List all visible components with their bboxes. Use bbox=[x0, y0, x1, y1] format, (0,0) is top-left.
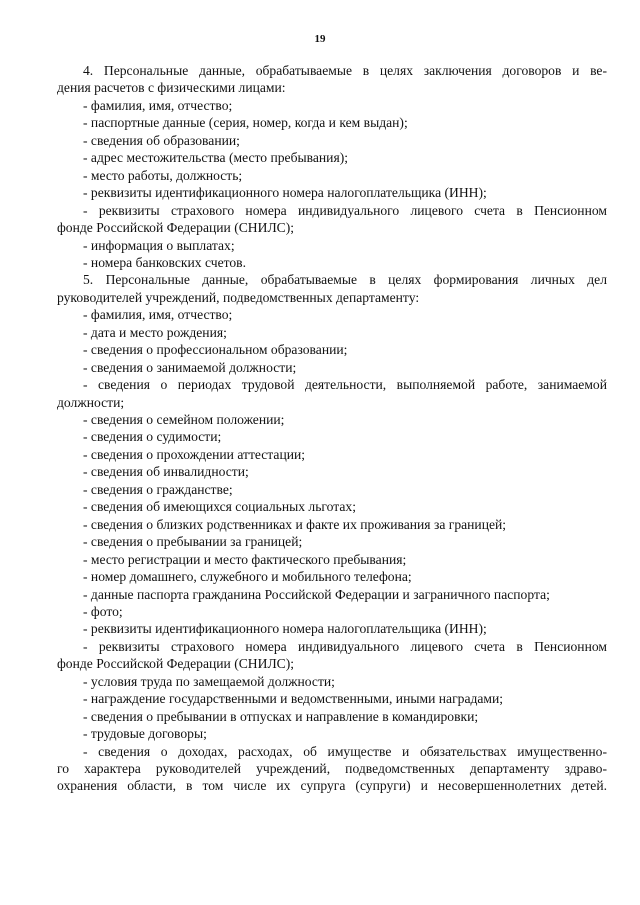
text-line: - дата и место рождения; bbox=[83, 324, 227, 340]
text-line: - сведения о профессиональном образовании; bbox=[83, 342, 348, 358]
text-line: - сведения об образовании; bbox=[83, 132, 240, 148]
text-line: - номер домашнего, служебного и мобильного телефона; bbox=[83, 569, 412, 585]
text-line: - сведения об имеющихся социальных льготах; bbox=[83, 499, 356, 515]
text-line: - сведения о семейном положении; bbox=[83, 412, 285, 427]
text-line: фонде Российской Федерации (СНИЛС); bbox=[57, 220, 295, 236]
text-line: - сведения о пребывании за границей; bbox=[83, 534, 303, 550]
text-line: 4. Персональные данные, обрабатываемые в целях заключения договоров и ве- bbox=[83, 63, 607, 78]
text-line: - сведения об инвалидности; bbox=[83, 464, 249, 480]
text-line: дения расчетов с физическими лицами: bbox=[57, 80, 286, 96]
text-line: фонде Российской Федерации (СНИЛС); bbox=[57, 656, 295, 672]
text-line: - сведения о гражданстве; bbox=[83, 481, 233, 497]
text-line: - реквизиты идентификационного номера налогоплательщика (ИНН); bbox=[83, 185, 487, 201]
text-line: 5. Персональные данные, обрабатываемые в целях формирования личных дел bbox=[83, 272, 607, 288]
text-line: - условия труда по замещаемой должности; bbox=[83, 673, 335, 689]
text-line: - реквизиты страхового номера индивидуального лицевого счета в Пенсионном bbox=[83, 202, 607, 218]
page-number: 19 bbox=[314, 33, 326, 45]
text-line: охранения области, в том числе их супруга (супруги) и несовершеннолетних детей. bbox=[57, 778, 607, 794]
text-line: - данные паспорта гражданина Российской Федерации и заграничного паспорта; bbox=[83, 586, 550, 602]
text-line: должности; bbox=[57, 394, 125, 410]
text-line: - информация о выплатах; bbox=[83, 237, 235, 253]
text-line: - реквизиты идентификационного номера налогоплательщика (ИНН); bbox=[83, 621, 487, 637]
text-line: руководителей учреждений, подведомственных департаменту: bbox=[57, 289, 420, 305]
text-line: - сведения о доходах, расходах, об имуществе и обязательствах имущественно- bbox=[83, 743, 607, 759]
text-line: - сведения о прохождении аттестации; bbox=[83, 446, 306, 462]
text-line: - фамилия, имя, отчество; bbox=[83, 307, 233, 323]
text-line: - фото; bbox=[83, 603, 123, 619]
text-line: - реквизиты страхового номера индивидуального лицевого счета в Пенсионном bbox=[83, 638, 607, 654]
text-line: - трудовые договоры; bbox=[83, 726, 207, 742]
text-line: - место работы, должность; bbox=[83, 167, 243, 183]
text-line: - сведения о пребывании в отпусках и направление в командировки; bbox=[83, 708, 479, 724]
text-line: - номера банковских счетов. bbox=[83, 254, 246, 270]
text-line: - сведения о судимости; bbox=[83, 429, 222, 445]
text-line: - сведения о периодах трудовой деятельности, выполняемой работе, занимаемой bbox=[83, 377, 607, 393]
text-line: - фамилия, имя, отчество; bbox=[83, 97, 233, 113]
text-line: - сведения о близких родственниках и факте их проживания за границей; bbox=[83, 516, 507, 532]
text-line: го характера руководителей учреждений, подведомственных департаменту здраво- bbox=[57, 761, 607, 776]
text-line: - награждение государственными и ведомственными, иными наградами; bbox=[83, 691, 504, 707]
text-line: - паспортные данные (серия, номер, когда и кем выдан); bbox=[83, 115, 408, 131]
text-line: - место регистрации и место фактического пребывания; bbox=[83, 551, 407, 567]
text-line: - адрес местожительства (место пребывания); bbox=[83, 150, 348, 166]
text-line: - сведения о занимаемой должности; bbox=[83, 359, 297, 375]
